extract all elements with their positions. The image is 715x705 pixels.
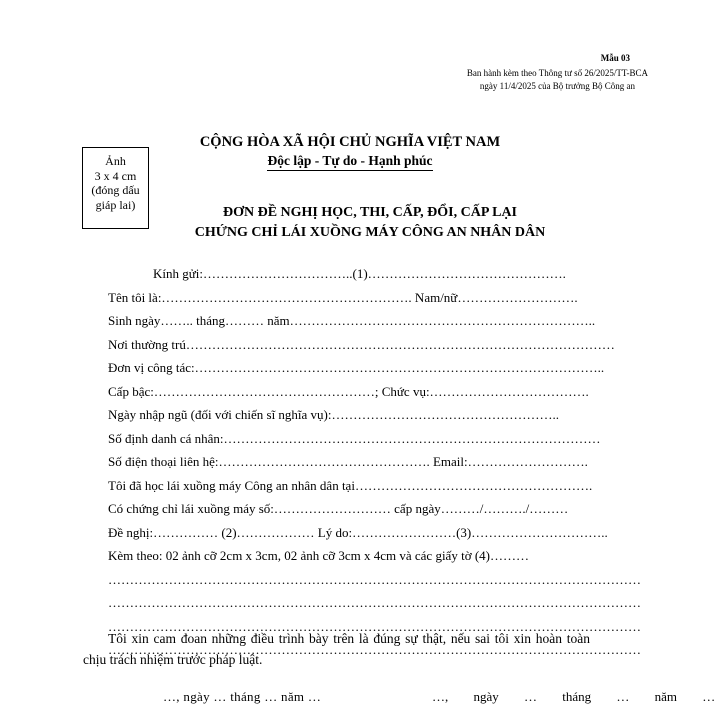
field-phone-email: Số điện thoại liên hệ:…………………………………………. Email:………………………. xyxy=(108,454,588,469)
field-personal-id: Số định danh cá nhân:…………………………………………………………………………… xyxy=(108,430,601,446)
field-request: Đề nghị:…………… (2)……………… Lý do:……………………(3)………………………….. xyxy=(108,524,608,540)
document-title-line-1: ĐƠN ĐỀ NGHỊ HỌC, THI, CẤP, ĐỔI, CẤP LẠI xyxy=(222,205,518,220)
field-addressee: Kính gửi:……………………………..(1)………………………………………. xyxy=(153,266,566,281)
issued-note xyxy=(467,67,648,93)
form-code: Mẫu 03 xyxy=(600,53,630,63)
photo-box-line-4: giáp lai) xyxy=(95,197,136,212)
document-title xyxy=(120,203,620,243)
issued-line-1: Ban hành kèm theo Thông tư số 26/2025/TT-BCA xyxy=(466,68,648,78)
field-certificate: Có chứng chỉ lái xuồng máy số:……………………… cấp ngày………/………./……… xyxy=(108,501,569,516)
photo-box-line-1: Ảnh xyxy=(105,154,126,168)
field-date-of-birth: Sinh ngày…….. tháng……… năm…………………………………………………………….. xyxy=(108,313,596,328)
blank-line-2: …………………………………………………………………………………………………………… xyxy=(108,595,641,610)
national-title: CỘNG HÒA XÃ HỘI CHỦ NGHĨA VIỆT NAM xyxy=(199,134,501,150)
field-attachments: Kèm theo: 02 ảnh cỡ 2cm x 3cm, 02 ảnh cỡ 3cm x 4cm và các giấy tờ (4)……… xyxy=(108,548,529,563)
photo-box-line-2: 3 x 4 cm xyxy=(94,168,137,183)
field-residence: Nơi thường trú……………………………………………………………………………………… xyxy=(108,336,615,352)
field-enlist-date: Ngày nhập ngũ (đối với chiến sĩ nghĩa vụ):…………………………………………….. xyxy=(108,407,560,422)
issued-line-2: ngày 11/4/2025 của Bộ trưởng Bộ Công an xyxy=(479,81,635,91)
field-rank-position: Cấp bậc:……………………………………………; Chức vụ:………………………………. xyxy=(108,383,589,399)
blank-line-3: …………………………………………………………………………………………………………… xyxy=(108,618,641,634)
signature-date-left: …, ngày … tháng … năm … xyxy=(163,689,322,704)
commitment-paragraph xyxy=(83,628,641,670)
blank-line-4: …………………………………………………………………………………………………………… xyxy=(108,642,641,657)
blank-line-1: …………………………………………………………………………………………………………… xyxy=(108,571,641,587)
field-name: Tên tôi là:…………………………………………………. Nam/nữ………………………. xyxy=(108,289,578,305)
commitment-text: Tôi xin cam đoan những điều trình bày trên là đúng sự thật, nếu sai tôi xin hoàn toàn chịu trách nhiệm trước pháp luật. xyxy=(83,631,590,667)
form-fields xyxy=(108,262,641,662)
field-work-unit: Đơn vị công tác:………………………………………………………………………………….. xyxy=(108,360,605,375)
photo-box-line-3: (đóng dấu xyxy=(91,183,140,197)
motto: Độc lập - Tự do - Hạnh phúc xyxy=(267,153,432,171)
field-trained-at: Tôi đã học lái xuồng máy Công an nhân dân tại………………………………………………. xyxy=(108,477,593,493)
document-title-line-2: CHỨNG CHỈ LÁI XUỒNG MÁY CÔNG AN NHÂN DÂN xyxy=(194,225,546,240)
signature-date-right: …, ngày … tháng … năm … xyxy=(432,689,715,704)
